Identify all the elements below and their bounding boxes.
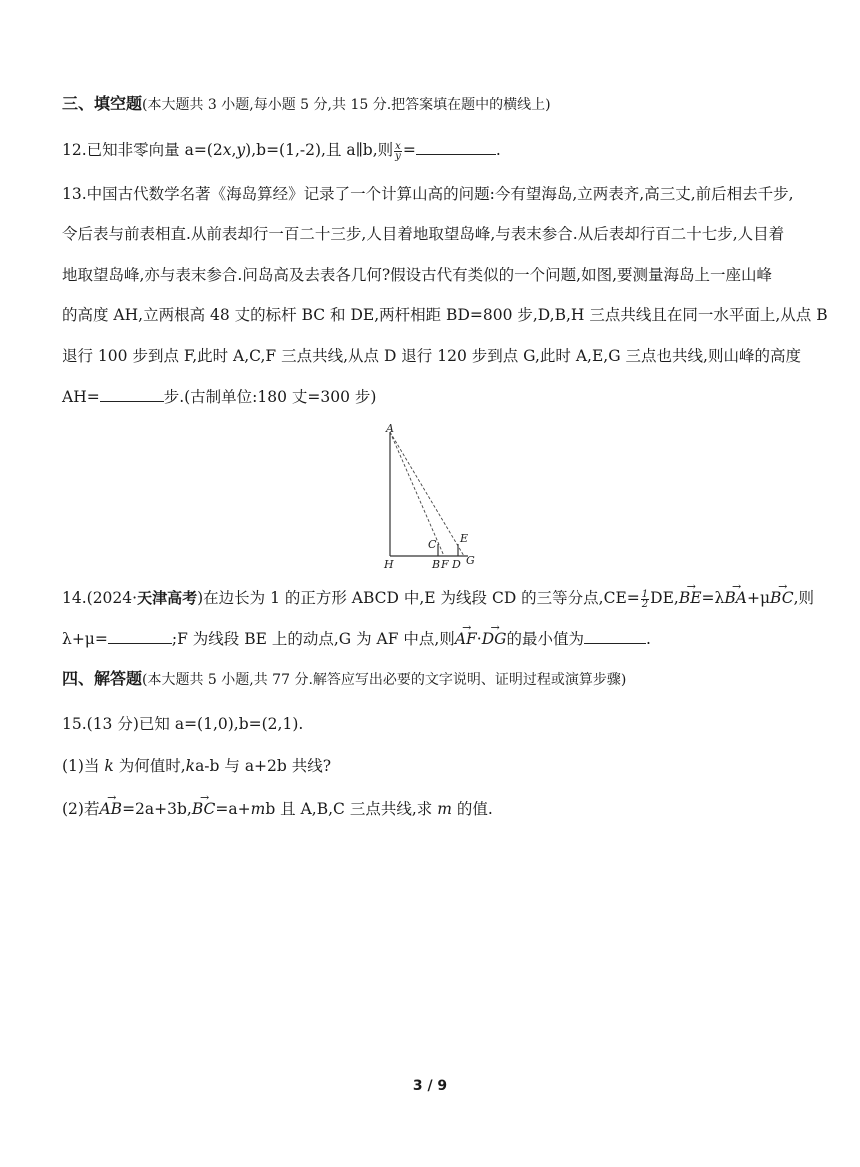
q15-p2-d: 的值. bbox=[451, 800, 493, 818]
label-D: D bbox=[452, 558, 461, 570]
q14-fraction bbox=[641, 590, 649, 609]
q13-line-5: 退行 100 步到点 F,此时 A,C,F 三点共线,从点 D 退行 120 步到点 G,此时 A,E,G 三点也共线,则山峰的高度 bbox=[62, 347, 801, 365]
q15-var-m: m bbox=[250, 800, 266, 818]
vector-DG: → DG bbox=[482, 626, 507, 650]
question-12 bbox=[62, 139, 501, 161]
vector-BC: → BC bbox=[770, 585, 794, 609]
q13-unit-note: 步.(古制单位:180 丈=300 步) bbox=[163, 388, 377, 406]
q13-line-3: 地取望岛峰,亦与表末参合.问岛高及去表各几何?假设古代有类似的一个问题,如图,要测量海岛上一座山峰 bbox=[62, 266, 773, 284]
section-4-heading bbox=[62, 668, 626, 691]
question-15-part-1 bbox=[62, 755, 331, 777]
q15-var-m2: m bbox=[437, 800, 452, 818]
q14-text-post: 的最小值为 bbox=[506, 630, 585, 648]
q13-line-2: 令后表与前表相直.从前表却行一百二十三步,人目着地取望岛峰,与表末参合.从后表却行百二十七步,人目着 bbox=[62, 225, 785, 243]
q14-text-b: DE, bbox=[650, 589, 679, 607]
q12-frac-den: y bbox=[395, 150, 401, 162]
q15-p1-post: a-b 与 a+2b 共线? bbox=[195, 757, 332, 775]
q15-var-k2: k bbox=[185, 757, 196, 775]
q14-frac-num: 1 bbox=[641, 588, 649, 600]
q12-fraction bbox=[394, 142, 402, 161]
q15-p2-pre: (2)若 bbox=[62, 800, 100, 818]
section-4-note: (本大题共 5 小题,共 77 分.解答应写出必要的文字说明、证明过程或演算步骤) bbox=[142, 672, 627, 688]
vector-BE: → BE bbox=[679, 585, 702, 609]
q14-dot: · bbox=[476, 630, 482, 648]
q13-line-4: 的高度 AH,立两根高 48 丈的标杆 BC 和 DE,两杆相距 BD=800 步,D,B,H 三点共线且在同一水平面上,从点 B bbox=[62, 306, 828, 324]
q15-p2-a: =2a+3b, bbox=[122, 800, 192, 818]
label-E: E bbox=[460, 532, 469, 545]
q14-frac-den: 2 bbox=[641, 598, 649, 610]
q15-p1-mid: 为何值时, bbox=[113, 757, 186, 775]
q13-line-6 bbox=[62, 386, 376, 408]
q15-p2-b: =a+ bbox=[215, 800, 251, 818]
question-15-part-2 bbox=[62, 796, 493, 820]
question-14-line-2 bbox=[62, 626, 651, 650]
section-3-note: (本大题共 3 小题,每小题 5 分,共 15 分.把答案填在题中的横线上) bbox=[142, 97, 551, 113]
q15-p1-pre: (1)当 bbox=[62, 757, 105, 775]
q14-source: 天津高考 bbox=[137, 589, 198, 607]
q15-p2-c: b 且 A,B,C 三点共线,求 bbox=[265, 800, 438, 818]
q14-end: . bbox=[646, 630, 651, 648]
q12-text-a: 12.已知非零向量 a=(2 bbox=[62, 141, 223, 159]
vector-AB: → AB bbox=[99, 796, 122, 820]
label-G: G bbox=[466, 554, 475, 567]
q12-text-b: , bbox=[231, 141, 237, 159]
section-3-heading bbox=[62, 93, 551, 116]
q12-text-c: ),b=(1,-2),且 a∥b,则 bbox=[245, 141, 394, 159]
q14-text-e: ,则 bbox=[793, 589, 814, 607]
q14-pre: 14.(2024· bbox=[62, 589, 138, 607]
q13-ah-label: AH= bbox=[62, 388, 100, 406]
label-A: A bbox=[386, 422, 394, 435]
sight-line-AEG bbox=[390, 432, 464, 556]
q14-lambda-mu: λ+μ= bbox=[62, 630, 108, 648]
question-15-head: 15.(13 分)已知 a=(1,0),b=(2,1). bbox=[62, 715, 304, 733]
label-F: F bbox=[441, 558, 449, 570]
q14-answer-blank-1[interactable] bbox=[108, 629, 172, 644]
question-14-line-1 bbox=[62, 585, 814, 609]
q12-answer-blank[interactable] bbox=[416, 140, 496, 155]
q14-text-c: =λ bbox=[701, 589, 725, 607]
page-number: 3 / 9 bbox=[412, 1078, 448, 1094]
label-H: H bbox=[384, 558, 394, 570]
q15-var-k: k bbox=[104, 757, 114, 775]
vector-BC-q15: → BC bbox=[192, 796, 216, 820]
q12-var-y: y bbox=[236, 141, 246, 159]
q13-line-1: 13.中国古代数学名著《海岛算经》记录了一个计算山高的问题:今有望海岛,立两表齐,高三丈,前后相去千步, bbox=[62, 185, 794, 203]
q12-end: . bbox=[495, 141, 501, 159]
q12-eq: = bbox=[402, 141, 416, 159]
q12-var-x: x bbox=[222, 141, 232, 159]
q14-text-d: +μ bbox=[746, 589, 771, 607]
label-B: B bbox=[432, 558, 441, 570]
q14-text-a: )在边长为 1 的正方形 ABCD 中,E 为线段 CD 的三等分点,CE= bbox=[197, 589, 640, 607]
vector-BA: → BA bbox=[724, 585, 747, 609]
vector-AF: → AF bbox=[455, 626, 477, 650]
label-C: C bbox=[428, 538, 437, 551]
q14-answer-blank-2[interactable] bbox=[584, 629, 646, 644]
geometry-figure bbox=[372, 420, 484, 570]
section-3-title: 三、填空题 bbox=[62, 94, 143, 113]
q12-frac-num: x bbox=[395, 140, 401, 152]
q13-answer-blank[interactable] bbox=[100, 387, 164, 402]
q14-text-mid: ;F 为线段 BE 上的动点,G 为 AF 中点,则 bbox=[171, 630, 455, 648]
section-4-title: 四、解答题 bbox=[62, 669, 143, 688]
